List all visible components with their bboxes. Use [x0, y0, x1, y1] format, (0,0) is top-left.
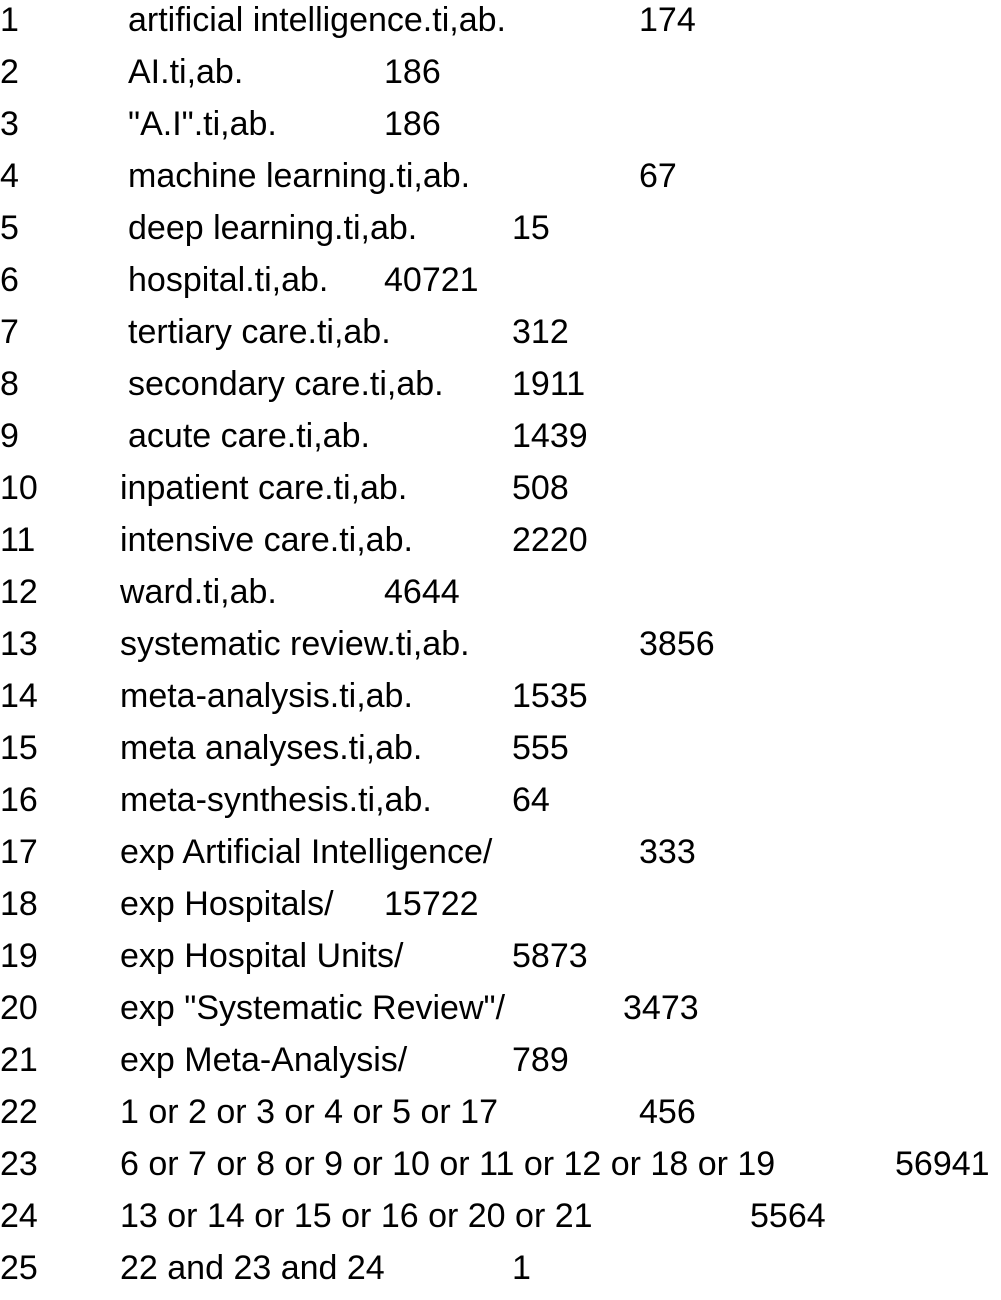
row-number: 24: [0, 1197, 38, 1235]
search-row: [0, 0, 1001, 52]
search-query: systematic review.ti,ab.: [120, 625, 470, 663]
row-number: 1: [0, 1, 19, 39]
search-row: [0, 988, 1001, 1040]
result-count: 40721: [384, 261, 479, 299]
result-count: 456: [639, 1093, 696, 1131]
search-query: intensive care.ti,ab.: [120, 521, 413, 559]
search-query: artificial intelligence.ti,ab.: [128, 1, 506, 39]
result-count: 67: [639, 157, 677, 195]
search-row: [0, 780, 1001, 832]
row-number: 9: [0, 417, 19, 455]
search-row: [0, 1196, 1001, 1248]
row-number: 14: [0, 677, 38, 715]
search-row: [0, 156, 1001, 208]
row-number: 8: [0, 365, 19, 403]
result-count: 5873: [512, 937, 588, 975]
search-query: exp "Systematic Review"/: [120, 989, 506, 1027]
search-row: [0, 52, 1001, 104]
result-count: 1911: [512, 365, 586, 403]
search-row: [0, 676, 1001, 728]
result-count: 3473: [623, 989, 699, 1027]
search-row: [0, 572, 1001, 624]
row-number: 12: [0, 573, 38, 611]
search-query: inpatient care.ti,ab.: [120, 469, 408, 507]
search-query: secondary care.ti,ab.: [128, 365, 444, 403]
search-query: exp Artificial Intelligence/: [120, 833, 493, 871]
search-query: exp Hospitals/: [120, 885, 334, 923]
search-row: [0, 312, 1001, 364]
row-number: 19: [0, 937, 38, 975]
search-row: [0, 520, 1001, 572]
result-count: 312: [512, 313, 569, 351]
result-count: 4644: [384, 573, 460, 611]
row-number: 13: [0, 625, 38, 663]
search-query: AI.ti,ab.: [128, 53, 244, 91]
search-query: acute care.ti,ab.: [128, 417, 370, 455]
search-row: [0, 1040, 1001, 1092]
search-query: meta-analysis.ti,ab.: [120, 677, 413, 715]
search-query: tertiary care.ti,ab.: [128, 313, 391, 351]
row-number: 17: [0, 833, 38, 871]
search-row: [0, 1144, 1001, 1196]
search-query: 22 and 23 and 24: [120, 1249, 385, 1287]
search-query: meta-synthesis.ti,ab.: [120, 781, 432, 819]
search-row: [0, 1248, 1001, 1300]
result-count: 508: [512, 469, 569, 507]
search-query: "A.I".ti,ab.: [128, 105, 277, 143]
row-number: 4: [0, 157, 19, 195]
search-row: [0, 416, 1001, 468]
result-count: 3856: [639, 625, 715, 663]
search-row: [0, 728, 1001, 780]
result-count: 64: [512, 781, 550, 819]
row-number: 6: [0, 261, 19, 299]
result-count: 186: [384, 105, 441, 143]
search-row: [0, 624, 1001, 676]
search-query: ward.ti,ab.: [120, 573, 277, 611]
search-row: [0, 468, 1001, 520]
result-count: 1: [512, 1249, 531, 1287]
search-query: 13 or 14 or 15 or 16 or 20 or 21: [120, 1197, 593, 1235]
result-count: 555: [512, 729, 569, 767]
search-query: 1 or 2 or 3 or 4 or 5 or 17: [120, 1093, 498, 1131]
row-number: 10: [0, 469, 38, 507]
result-count: 333: [639, 833, 696, 871]
result-count: 5564: [750, 1197, 826, 1235]
search-row: [0, 364, 1001, 416]
search-row: [0, 208, 1001, 260]
row-number: 3: [0, 105, 19, 143]
search-query: meta analyses.ti,ab.: [120, 729, 423, 767]
search-query: deep learning.ti,ab.: [128, 209, 418, 247]
row-number: 11: [0, 521, 36, 559]
search-row: [0, 936, 1001, 988]
search-query: exp Hospital Units/: [120, 937, 404, 975]
row-number: 20: [0, 989, 38, 1027]
result-count: 15722: [384, 885, 479, 923]
search-query: 6 or 7 or 8 or 9 or 10 or 11 or 12 or 18 or 19: [120, 1145, 776, 1183]
row-number: 5: [0, 209, 19, 247]
result-count: 1535: [512, 677, 588, 715]
search-row: [0, 832, 1001, 884]
search-row: [0, 260, 1001, 312]
result-count: 15: [512, 209, 550, 247]
row-number: 2: [0, 53, 19, 91]
result-count: 1439: [512, 417, 588, 455]
result-count: 2220: [512, 521, 588, 559]
search-row: [0, 1092, 1001, 1144]
row-number: 7: [0, 313, 19, 351]
row-number: 18: [0, 885, 38, 923]
search-query: exp Meta-Analysis/: [120, 1041, 408, 1079]
result-count: 789: [512, 1041, 569, 1079]
row-number: 25: [0, 1249, 38, 1287]
row-number: 22: [0, 1093, 38, 1131]
search-row: [0, 884, 1001, 936]
result-count: 186: [384, 53, 441, 91]
row-number: 16: [0, 781, 38, 819]
search-row: [0, 104, 1001, 156]
search-query: machine learning.ti,ab.: [128, 157, 471, 195]
row-number: 21: [0, 1041, 38, 1079]
search-query: hospital.ti,ab.: [128, 261, 329, 299]
result-count: 174: [639, 1, 696, 39]
row-number: 15: [0, 729, 38, 767]
result-count: 56941: [895, 1145, 990, 1183]
row-number: 23: [0, 1145, 38, 1183]
